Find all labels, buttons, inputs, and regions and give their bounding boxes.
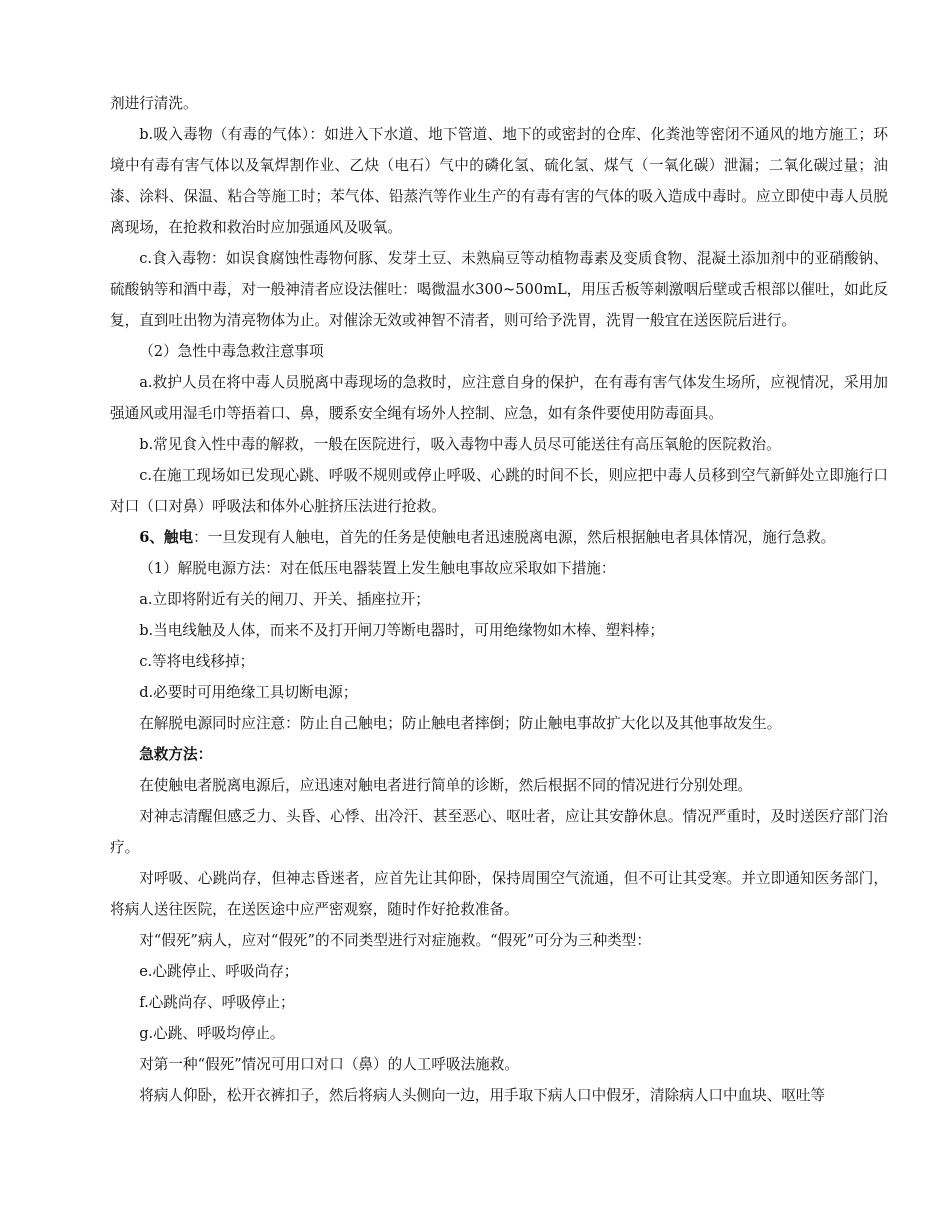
section-heading-first-aid: 急救方法： — [139, 746, 213, 763]
electric-shock-intro: ：一旦发现有人触电，首先的任务是使触电者迅速脱离电源，然后根据触电者具体情况，施行急救。 — [193, 529, 836, 546]
paragraph-first-type-treatment: 对第一种“假死”情况可用口对口（鼻）的人工呼吸法施救。 — [139, 1056, 519, 1073]
paragraph-resuscitation: c.在施工现场如已发现心跳、呼吸不规则或停止呼吸、心跳的时间不长，则应把中毒人员移到空气新鲜处立即施行口对口（口对鼻）呼吸法和体外心脏挤压法进行抢救。 — [110, 467, 888, 515]
list-item: g.心跳、呼吸均停止。 — [139, 1025, 285, 1042]
paragraph-conscious-victim: 对神志清醒但感乏力、头昏、心悸、出冷汗、甚至恶心、呕吐者，应让其安静休息。情况严重时，及时送医疗部门治疗。 — [110, 808, 888, 856]
paragraph-electric-shock — [110, 522, 888, 553]
paragraph-rescuer-protection: a.救护人员在将中毒人员脱离中毒现场的急救时，应注意自身的保护，在有毒有害气体发生场所，应视情况，采用加强通风或用湿毛巾等捂着口、鼻，腰系安全绳有场外人控制、应急，如有条件要使用防毒面具。 — [110, 374, 888, 422]
paragraph-unconscious-victim: 对呼吸、心跳尚存，但神志昏迷者，应首先让其仰卧，保持周围空气流通，但不可让其受寒。并立即通知医务部门，将病人送往医院，在送医途中应严密观察，随时作好抢救准备。 — [110, 870, 888, 918]
paragraph-precautions: 在解脱电源同时应注意：防止自己触电；防止触电者摔倒；防止触电事故扩大化以及其他事故发生。 — [139, 715, 782, 732]
list-item: a.立即将附近有关的闸刀、开关、插座拉开； — [139, 591, 430, 608]
list-item: e.心跳停止、呼吸尚存； — [139, 963, 299, 980]
paragraph-ingested-poison: c.食入毒物：如误食腐蚀性毒物何豚、发芽土豆、未熟扁豆等动植物毒素及变质食物、混凝土添加剂中的亚硝酸钠、硫酸钠等和酒中毒，对一般神清者应设法催吐：喝微温水300~500mL，用压舌板等刺激咽后壁或舌根部以催吐，如此反复，直到吐出物为清亮物体为止。对催涂无效或神智不清者，则可给予洗胃，洗胃一般宜在送医院后进行。 — [110, 250, 888, 329]
section-heading-poisoning-notes: （2）急性中毒急救注意事项 — [139, 343, 324, 360]
paragraph-ingestion-treatment: b.常见食入性中毒的解救，一般在医院进行，吸入毒物中毒人员尽可能送往有高压氧舱的医院救治。 — [139, 436, 781, 453]
electric-shock-heading: 6、触电 — [139, 529, 194, 546]
list-item: b.当电线触及人体，而来不及打开闸刀等断电器时，可用绝缘物如木棒、塑料棒； — [139, 622, 664, 639]
paragraph-apparent-death: 对“假死”病人，应对“假死”的不同类型进行对症施救。“假死”可分为三种类型： — [139, 932, 651, 949]
paragraph-artificial-respiration: 将病人仰卧，松开衣裤扣子，然后将病人头侧向一边，用手取下病人口中假牙，清除病人口中血块、呕吐等 — [139, 1087, 826, 1104]
list-item: f.心跳尚存、呼吸停止； — [139, 994, 295, 1011]
list-item: d.必要时可用绝缘工具切断电源； — [139, 684, 358, 701]
paragraph-inhaled-poison: b.吸入毒物（有毒的气体）：如进入下水道、地下管道、地下的或密封的仓库、化粪池等密闭不通风的地方施工；环境中有毒有害气体以及氧焊割作业、乙炔（电石）气中的磷化氢、硫化氢、煤气（一氧化碳）泄漏；二氧化碳过量；油漆、涂料、保温、粘合等施工时；苯气体、铅蒸汽等作业生产的有毒有害的气体的吸入造成中毒时。应立即使中毒人员脱离现场，在抢救和救治时应加强通风及吸氧。 — [110, 126, 888, 236]
section-heading-power-release: （1）解脱电源方法：对在低压电器装置上发生触电事故应采取如下措施： — [139, 560, 616, 577]
paragraph-continuation: 剂进行清洗。 — [110, 95, 198, 112]
document-page — [110, 88, 888, 1111]
list-item: c.等将电线移掉； — [139, 653, 255, 670]
paragraph-diagnosis: 在使触电者脱离电源后，应迅速对触电者进行简单的诊断，然后根据不同的情况进行分别处理。 — [139, 777, 753, 794]
